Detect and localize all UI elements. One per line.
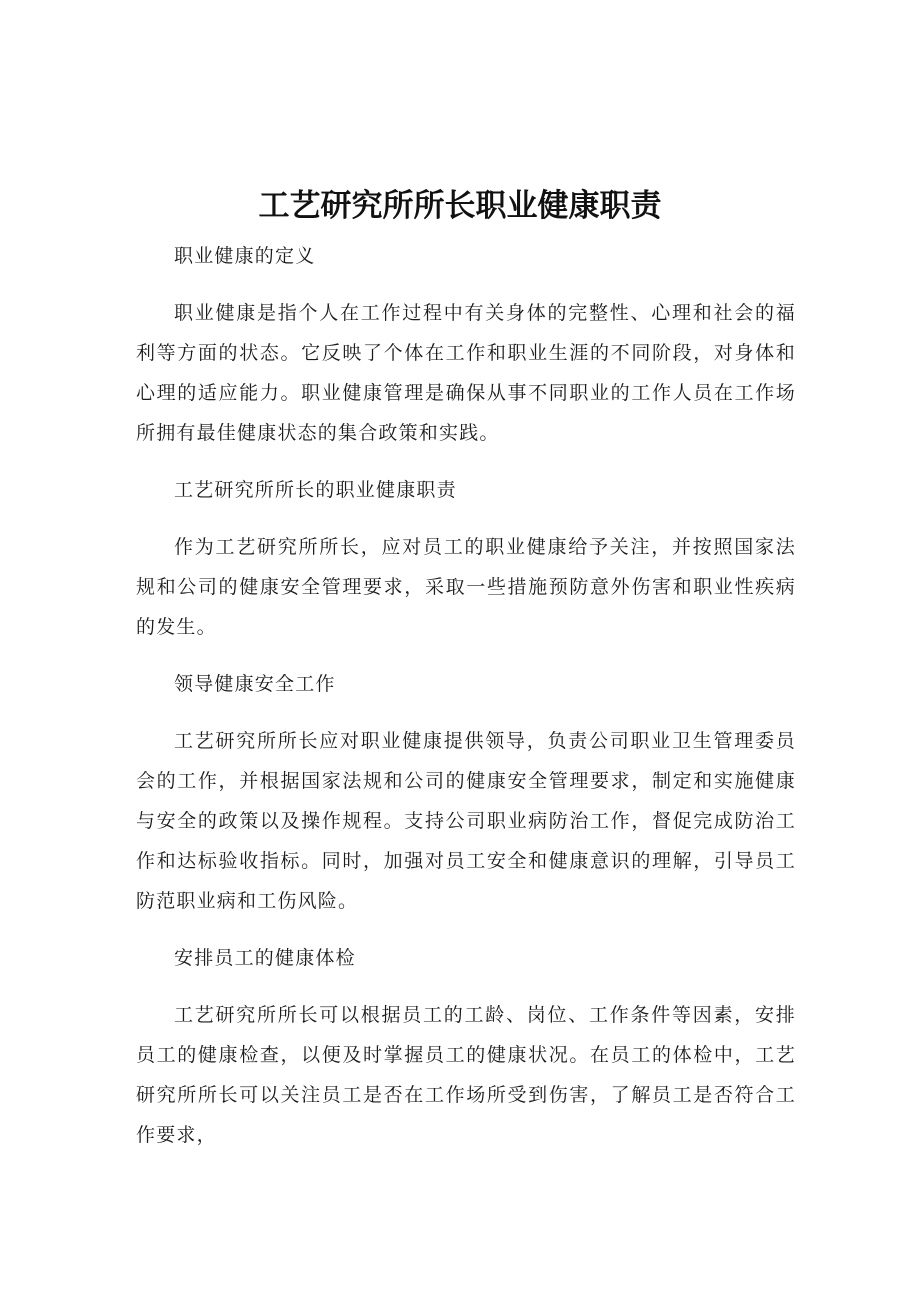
- section-heading-leadership: 领导健康安全工作: [174, 673, 336, 695]
- section-heading-duties: 工艺研究所所长的职业健康职责: [174, 479, 457, 501]
- section-heading-checkup: 安排员工的健康体检: [174, 947, 356, 969]
- paragraph-duties: 作为工艺研究所所长，应对员工的职业健康给予关注，并按照国家法规和公司的健康安全管理要求，采取一些措施预防意外伤害和职业性疾病的发生。: [136, 536, 796, 638]
- document-title: 工艺研究所所长职业健康职责: [258, 188, 662, 224]
- paragraph-checkup: 工艺研究所所长可以根据员工的工龄、岗位、工作条件等因素，安排员工的健康检查，以便及时掌握员工的健康状况。在员工的体检中，工艺研究所所长可以关注员工是否在工作场所受到伤害，了解员工是否符合工作要求，: [136, 1004, 796, 1146]
- paragraph-leadership: 工艺研究所所长应对职业健康提供领导，负责公司职业卫生管理委员会的工作，并根据国家法规和公司的健康安全管理要求，制定和实施健康与安全的政策以及操作规程。支持公司职业病防治工作，督促完成防治工作和达标验收指标。同时，加强对员工安全和健康意识的理解，引导员工防范职业病和工伤风险。: [136, 730, 796, 912]
- paragraph-definition: 职业健康是指个人在工作过程中有关身体的完整性、心理和社会的福利等方面的状态。它反映了个体在工作和职业生涯的不同阶段，对身体和心理的适应能力。职业健康管理是确保从事不同职业的工作人员在工作场所拥有最佳健康状态的集合政策和实践。: [136, 302, 796, 444]
- document-body: [136, 236, 796, 1172]
- section-heading-definition: 职业健康的定义: [174, 245, 316, 267]
